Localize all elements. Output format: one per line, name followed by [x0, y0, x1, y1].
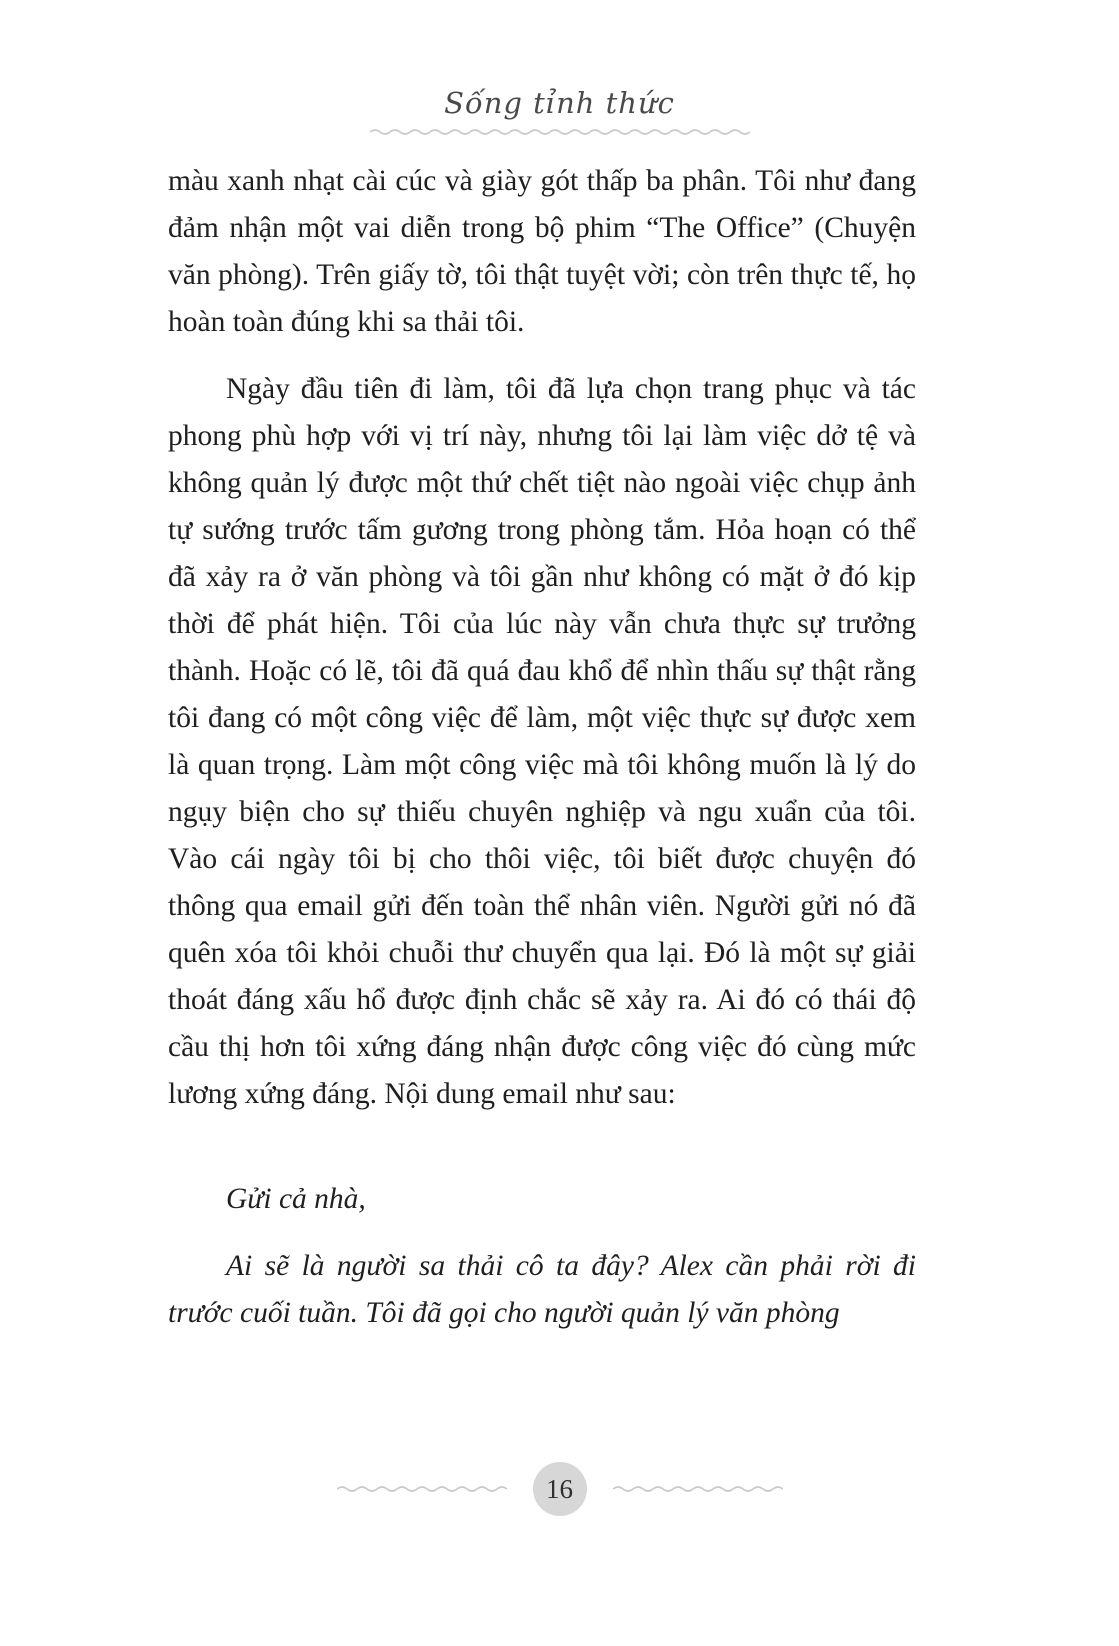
wavy-line-icon: [613, 1483, 783, 1495]
email-body: Ai sẽ là người sa thải cô ta đây? Alex cần phải rời đi trước cuối tuần. Tôi đã gọi cho người quản lý văn phòng: [168, 1250, 916, 1329]
header-wavy-divider: [0, 126, 1119, 138]
page-body: [168, 158, 916, 1337]
paragraph: màu xanh nhạt cài cúc và giày gót thấp ba phân. Tôi như đang đảm nhận một vai diễn trong bộ phim “The Office” (Chuyện văn phòng). Trên giấy tờ, tôi thật tuyệt vời; còn trên thực tế, họ hoàn toàn đúng khi sa thải tôi.: [168, 165, 916, 338]
page-footer: [0, 1462, 1119, 1516]
email-salutation: Gửi cả nhà,: [226, 1183, 366, 1215]
email-quote-block: [168, 1176, 916, 1337]
book-title: Sống tỉnh thức: [444, 86, 675, 120]
page-number: 16: [533, 1462, 587, 1516]
wavy-line-icon: [370, 126, 750, 138]
page-header: [0, 86, 1119, 138]
wavy-line-icon: [337, 1483, 507, 1495]
paragraph: Ngày đầu tiên đi làm, tôi đã lựa chọn trang phục và tác phong phù hợp với vị trí này, nhưng tôi lại làm việc dở tệ và không quản lý được một thứ chết tiệt nào ngoài việc chụp ảnh tự sướng trước tấm gương trong phòng tắm. Hỏa hoạn có thể đã xảy ra ở văn phòng và tôi gần như không có mặt ở đó kịp thời để phát hiện. Tôi của lúc này vẫn chưa thực sự trưởng thành. Hoặc có lẽ, tôi đã quá đau khổ để nhìn thấu sự thật rằng tôi đang có một công việc để làm, một việc thực sự được xem là quan trọng. Làm một công việc mà tôi không muốn là lý do ngụy biện cho sự thiếu chuyên nghiệp và ngu xuẩn của tôi. Vào cái ngày tôi bị cho thôi việc, tôi biết được chuyện đó thông qua email gửi đến toàn thể nhân viên. Người gửi nó đã quên xóa tôi khỏi chuỗi thư chuyển qua lại. Đó là một sự giải thoát đáng xấu hổ được định chắc sẽ xảy ra. Ai đó có thái độ cầu thị hơn tôi xứng đáng nhận được công việc đó cùng mức lương xứng đáng. Nội dung email như sau:: [168, 373, 916, 1110]
